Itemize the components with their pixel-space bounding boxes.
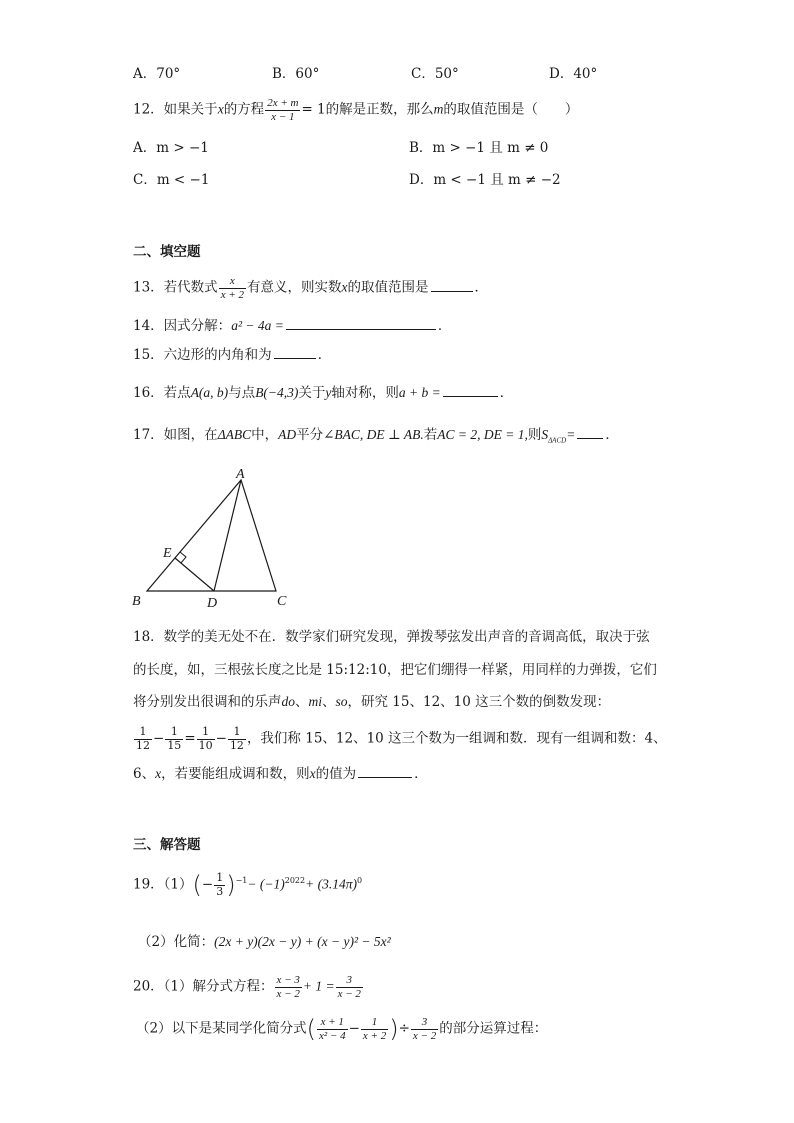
q18-f4-den: 12 — [229, 738, 244, 752]
q17-question — [133, 428, 619, 445]
q20-part2 — [136, 1016, 547, 1042]
q19-exp1: −1 — [235, 876, 248, 886]
q18-sep1: 、 — [295, 694, 309, 710]
q16-point-a: A(a, b) — [190, 385, 229, 400]
q11-option-a: A．70° — [133, 66, 181, 82]
q19-exp2: 2022 — [284, 876, 306, 886]
q18-f3-den: 10 — [198, 738, 213, 752]
q12-option-a: A．m > −1 — [133, 140, 209, 156]
q20-g3 — [411, 1016, 438, 1042]
q19-fraction — [214, 872, 225, 898]
q20-plus1: + 1 = — [302, 978, 335, 994]
q16-var-y: y — [325, 385, 332, 400]
q20-g1-num: x + 1 — [317, 1016, 348, 1030]
q20-f1-num: x − 3 — [276, 974, 300, 986]
q18-frac4 — [228, 726, 246, 752]
q19-exp3: 0 — [356, 876, 363, 886]
q16-mid2: 关于 — [298, 385, 326, 401]
triangle-figure — [128, 463, 298, 613]
q17-answer-blank[interactable] — [577, 437, 603, 439]
q18-line5-a: 6、 — [133, 766, 156, 782]
q12-middle: 的方程 — [223, 101, 265, 118]
q18-f4-num: 1 — [228, 726, 246, 740]
q15-text: 15．六边形的内角和为 — [133, 347, 272, 363]
q20-div: ÷ — [398, 1020, 410, 1037]
q16-answer-blank[interactable] — [443, 395, 498, 397]
q18-line3 — [133, 695, 610, 710]
q16-end: ． — [499, 385, 514, 401]
q19-lparen: ( — [192, 871, 202, 900]
q15-end: ． — [317, 347, 332, 363]
q19-part2-prefix: （2）化简： — [138, 934, 215, 950]
q19-prefix: 19．（1） — [133, 876, 193, 893]
q18-f2-num: 1 — [165, 726, 183, 740]
q20-rparen: ) — [389, 1015, 399, 1044]
q11-option-c: C．50° — [411, 66, 459, 82]
q13-answer-blank[interactable] — [431, 290, 473, 292]
q18-answer-blank[interactable] — [358, 776, 412, 778]
q16-expr: a + b = — [398, 385, 441, 400]
q13-question — [133, 275, 488, 301]
q19-rest2: + (3.14π) — [305, 876, 357, 892]
q19-part2 — [138, 935, 391, 950]
segment-de — [175, 558, 214, 591]
q18-line5 — [133, 767, 428, 782]
q17-triangle: ΔABC — [217, 427, 252, 442]
q20-minus: − — [348, 1020, 360, 1037]
q16-mid: 与点 — [228, 385, 256, 401]
q13-frac-num: x — [219, 275, 246, 289]
q20-frac2 — [336, 974, 363, 1000]
q17-condition: AC = 2, DE = 1, — [437, 427, 528, 442]
q20-prefix: 20．（1）解分式方程： — [133, 978, 274, 995]
q14-prefix: 14．因式分解： — [133, 318, 232, 334]
q18-sep2: 、 — [322, 694, 336, 710]
q12-frac-den: x − 1 — [271, 110, 295, 123]
q12-var-m: m — [433, 101, 444, 117]
q17-prefix: 17．如图，在 — [133, 427, 218, 443]
q19-rest: − (−1) — [247, 876, 285, 892]
q17-mid3: 若 — [423, 427, 438, 443]
q17-end: ． — [605, 427, 619, 443]
right-angle-mark — [180, 552, 186, 563]
q18-frac2 — [165, 726, 183, 752]
q12-option-c: C．m < −1 — [133, 172, 210, 188]
q12-var-x: x — [217, 101, 224, 117]
q20-f2-den: x − 2 — [337, 987, 361, 1000]
q19-part2-expr: (2x + y)(2x − y) + (x − y)² − 5x² — [214, 934, 391, 949]
label-a: A — [236, 467, 245, 482]
q17-area-sub: ΔACD — [548, 436, 567, 445]
q20-part2-prefix: （2）以下是某同学化简分式 — [136, 1020, 307, 1037]
q14-expr: a² − 4a = — [231, 318, 284, 333]
q18-line5-b: ，若要能组成调和数，则 — [161, 766, 310, 782]
q20-g3-den: x − 2 — [412, 1029, 437, 1042]
q11-option-d: D．40° — [549, 66, 598, 82]
q12-eq: = 1 — [301, 101, 326, 118]
q12-option-b: B．m > −1 且 m ≠ 0 — [409, 140, 549, 156]
q18-var-x2: x — [309, 766, 316, 781]
q19-frac-den: 3 — [216, 884, 224, 898]
q18-line1: 18．数学的美无处不在．数学家们研究发现，弹拨琴弦发出声音的音调高低，取决于弦 — [133, 629, 650, 645]
q17-eq: = — [566, 427, 576, 442]
q18-line2: 的长度，如，三根弦长度之比是 15:12:10，把它们绷得一样紧，用同样的力弹拨，它们 — [133, 662, 657, 678]
q16-point-b: B(−4,3) — [255, 385, 299, 400]
q20-g1 — [317, 1016, 348, 1042]
q12-option-d: D．m < −1 且 m ≠ −2 — [409, 172, 561, 188]
triangle-abc — [147, 480, 276, 591]
q18-f3-num: 1 — [197, 726, 215, 740]
q18-var-x1: x — [155, 766, 162, 781]
q13-var-x: x — [341, 279, 348, 295]
q20-f2-num: 3 — [336, 974, 363, 988]
label-b: B — [132, 594, 141, 609]
q17-segment-ad: AD — [278, 427, 297, 442]
q18-so: so — [335, 694, 348, 709]
q17-then: 则 — [527, 427, 542, 443]
q19-frac-num: 1 — [216, 871, 224, 884]
q11-option-b: B．60° — [272, 66, 320, 82]
q19-neg: − — [201, 876, 214, 893]
q20-part1 — [133, 974, 364, 1000]
q12-frac-num: 2x + m — [267, 97, 299, 109]
q14-question — [133, 319, 451, 334]
q12-fraction — [265, 97, 300, 123]
q18-f1-num: 1 — [134, 726, 152, 740]
label-d: D — [207, 596, 218, 611]
q20-g2-num: 1 — [361, 1016, 388, 1030]
q18-equals: = — [184, 730, 196, 747]
q13-tail: 的取值范围是 — [347, 279, 429, 296]
q13-after: 有意义，则实数 — [247, 279, 342, 296]
q12-tail: 的取值范围是（ ） — [443, 101, 579, 118]
q12-prefix: 12．如果关于 — [133, 101, 218, 118]
q13-prefix: 13．若代数式 — [133, 279, 218, 296]
q18-frac1 — [134, 726, 152, 752]
section-answer-title: 三、解答题 — [133, 837, 201, 853]
q20-g2 — [361, 1016, 388, 1042]
q17-angle: ∠BAC, DE ⊥ AB. — [323, 427, 424, 442]
q14-end: ． — [437, 318, 452, 334]
q13-end: ． — [474, 279, 488, 296]
q15-answer-blank[interactable] — [274, 357, 316, 359]
q18-minus1: − — [153, 730, 165, 747]
q20-g3-num: 3 — [411, 1016, 438, 1030]
q20-f1-den: x − 2 — [276, 987, 300, 1000]
q17-mid2: 平分 — [296, 427, 324, 443]
q18-f1-den: 12 — [136, 738, 150, 752]
q13-fraction — [219, 275, 246, 301]
q18-f2-den: 15 — [167, 738, 182, 752]
q20-part2-tail: 的部分运算过程： — [439, 1020, 548, 1037]
q18-line5-c: 的值为 — [315, 766, 357, 782]
label-c: C — [277, 594, 287, 609]
q18-line3-a: 将分别发出很调和的乐声 — [133, 694, 282, 710]
q20-frac1 — [275, 974, 302, 1000]
q18-line4 — [133, 726, 667, 752]
q18-minus2: − — [215, 730, 227, 747]
q12-question — [133, 97, 578, 123]
q18-line4-b: ，我们称 15、12、10 这三个数为一组调和数．现有一组调和数：4、 — [246, 730, 667, 747]
q13-frac-den: x + 2 — [220, 288, 244, 301]
q17-mid: 中， — [251, 427, 279, 443]
q14-answer-blank[interactable] — [286, 328, 436, 330]
q12-after: 的解是正数，那么 — [325, 101, 434, 118]
q16-question — [133, 386, 513, 401]
q18-mi: mi — [308, 694, 322, 709]
label-e: E — [163, 546, 172, 561]
q16-prefix: 16．若点 — [133, 385, 191, 401]
q18-end: ． — [414, 766, 428, 782]
q17-area-s: S — [541, 427, 549, 442]
q19-part1 — [133, 872, 362, 898]
q18-do: do — [281, 694, 295, 709]
section-fill-in-title: 二、填空题 — [133, 244, 201, 260]
q18-line3-b: ，研究 15、12、10 这三个数的倒数发现： — [347, 694, 611, 710]
q19-rparen: ) — [226, 871, 236, 900]
q20-lparen: ( — [306, 1015, 316, 1044]
q16-mid3: 轴对称，则 — [331, 385, 399, 401]
q15-question — [133, 349, 331, 363]
q18-frac3 — [197, 726, 215, 752]
q20-g1-den: x² − 4 — [318, 1029, 346, 1042]
q20-g2-den: x + 2 — [362, 1029, 387, 1042]
